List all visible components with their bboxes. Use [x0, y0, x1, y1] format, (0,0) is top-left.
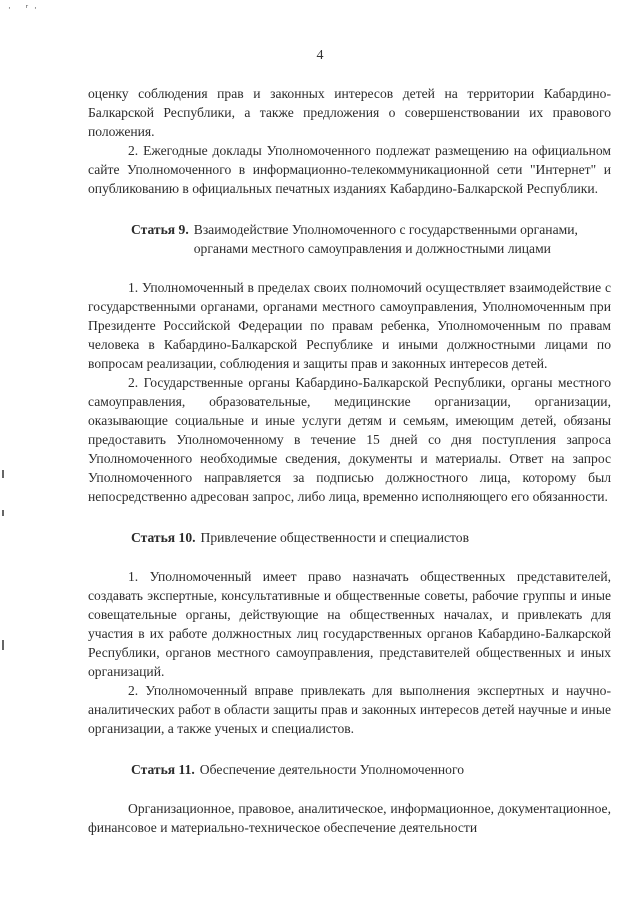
article-11-heading	[131, 760, 611, 779]
paragraph: оценку соблюдения прав и законных интересов детей на территории Кабардино-Балкарской Республики, а также предложения о совершенствовании их правового положения.	[88, 86, 611, 139]
document-body	[88, 84, 611, 837]
article-9-heading	[131, 220, 611, 258]
page-number: 4	[316, 48, 324, 63]
paragraph: Организационное, правовое, аналитическое, информационное, документационное, финансовое и материально-техническое обеспечение деятельности	[88, 801, 611, 835]
article-title: Обеспечение деятельности Уполномоченного	[199, 762, 465, 777]
article-label: Статья 11.	[131, 762, 195, 777]
paragraph: 2. Ежегодные доклады Уполномоченного подлежат размещению на официальном сайте Уполномоченного в информационно-телекоммуникационной сети "Интернет" и опубликованию в официальных печатных изданиях Кабардино-Балкарской Республики.	[88, 143, 611, 196]
paragraph: 1. Уполномоченный в пределах своих полномочий осуществляет взаимодействие с государственными органами, органами местного самоуправления, Уполномоченным при Президенте Российской Федерации по правам ребенка, Уполномоченным по правам человека в Кабардино-Балкарской Республике и иными должностными лицами по вопросам реализации, соблюдения и защиты прав и законных интересов детей.	[88, 280, 611, 371]
article-title: Взаимодействие Уполномоченного с государственными органами, органами местного самоуправления и должностными лицами	[193, 222, 578, 256]
paragraph: 2. Уполномоченный вправе привлекать для выполнения экспертных и научно-аналитических работ в области защиты прав и законных интересов детей научные и иные организации, а также ученых и специалистов.	[88, 683, 611, 736]
edge-mark	[2, 510, 4, 516]
paragraph: 1. Уполномоченный имеет право назначать общественных представителей, создавать экспертные, консультативные и общественные советы, рабочие группы и иные совещательные органы, действующие на общественных началах, и привлекать для участия в их работе должностных лиц государственных органов Кабардино-Балкарской Республики, органов местного самоуправления, представителей общественных и иных организаций.	[88, 569, 611, 679]
article-10-heading	[131, 528, 611, 547]
article-label: Статья 9.	[131, 222, 189, 237]
article-label: Статья 10.	[131, 530, 196, 545]
edge-mark	[2, 640, 4, 650]
edge-mark	[2, 470, 4, 478]
paragraph: 2. Государственные органы Кабардино-Балкарской Республики, органы местного самоуправления, образовательные, медицинские организации, организации, оказывающие социальные и иные услуги детям и семьям, имеющим детей, обязаны предоставить Уполномоченному в течение 15 дней со дня поступления запроса Уполномоченного необходимые сведения, документы и материалы. Ответ на запрос Уполномоченного направляется за подписью должностного лица, которому был непосредственно адресован запрос, либо лица, временно исполняющего его обязанности.	[88, 375, 611, 504]
article-title: Привлечение общественности и специалистов	[200, 530, 470, 545]
corner-mark: · ʳ·	[8, 4, 43, 14]
